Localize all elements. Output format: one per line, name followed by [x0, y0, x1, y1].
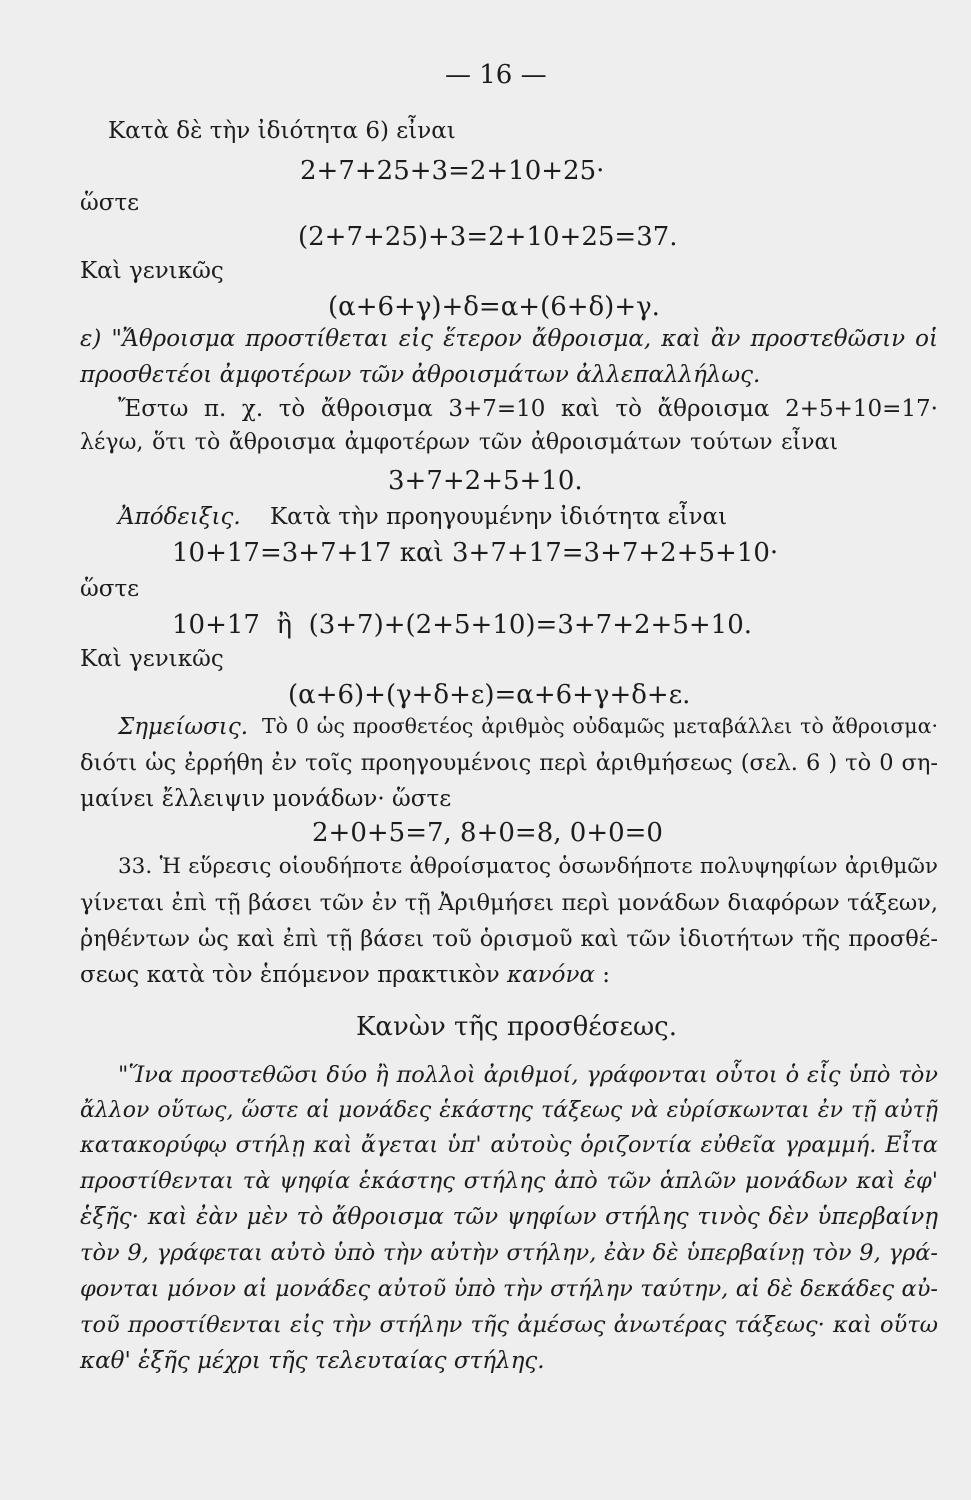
rule-line: ἄλλον οὕτως, ὥστε αἱ μονάδες ἑκάστης τάξεως νὰ εὑρίσκωνται ἐν τῇ αὐτῇ — [80, 1098, 938, 1123]
equation: 2+0+5=7, 8+0=8, 0+0=0 — [312, 818, 663, 848]
rule-line: τοῦ προστίθενται εἰς τὴν στήλην τῆς ἀμέσως ἀνωτέρας τάξεως· καὶ οὕτω — [80, 1312, 938, 1338]
equation: (α+6+γ)+δ=α+(6+δ)+γ. — [328, 292, 660, 322]
paragraph-line: 33. Ἡ εὕρεσις οἱουδήποτε ἀθροίσματος ὁσωνδήποτε πολυψηφίων ἀριθμῶν — [118, 854, 938, 879]
text-line: διότι ὡς ἐρρήθη ἐν τοῖς προηγουμένοις περὶ ἀριθμήσεως (σελ. 6 ) τὸ 0 ση- — [80, 750, 938, 776]
paragraph-line: γίνεται ἐπὶ τῇ βάσει τῶν ἐν τῇ Ἀριθμήσει περὶ μονάδων διαφόρων τάξεων, — [80, 890, 938, 916]
text-span: : — [594, 962, 611, 988]
rule-line: φονται μόνον αἱ μονάδες αὐτοῦ ὑπὸ τὴν στήλην ταύτην, αἱ δὲ δεκάδες αὐ- — [80, 1276, 938, 1302]
equation: 3+7+2+5+10. — [388, 466, 583, 496]
rule-line: κατακορύφῳ στήλῃ καὶ ἄγεται ὑπ' αὐτοὺς ὁριζοντία εὐθεῖα γραμμή. Εἶτα — [80, 1132, 938, 1158]
text-line: Κατὰ δὲ τὴν ἰδιότητα 6) εἶναι — [108, 118, 456, 144]
page-number: — 16 — — [445, 60, 547, 90]
text-line: ὥστε — [80, 576, 140, 602]
text-line: μαίνει ἔλλειψιν μονάδων· ὥστε — [80, 786, 452, 812]
text-line: λέγω, ὅτι τὸ ἄθροισμα ἀμφοτέρων τῶν ἀθροισμάτων τούτων εἶναι — [80, 430, 838, 455]
paragraph-line — [80, 964, 610, 987]
text-line: Τὸ 0 ὡς προσθετέος ἀριθμὸς οὐδαμῶς μεταβάλλει τὸ ἄθροισμα· — [262, 714, 938, 738]
paragraph-line: ῥηθέντων ὡς καὶ ἐπὶ τῇ βάσει τοῦ ὁρισμοῦ καὶ τῶν ἰδιοτήτων τῆς προσθέ- — [80, 926, 938, 952]
rule-line: ἑξῆς· καὶ ἐὰν μὲν τὸ ἄθροισμα τῶν ψηφίων στήλης τινὸς δὲν ὑπερβαίνῃ — [80, 1204, 938, 1230]
rule-word: κανόνα — [507, 962, 595, 988]
rule-line: τὸν 9, γράφεται αὐτὸ ὑπὸ τὴν αὐτὴν στήλην, ἐὰν δὲ ὑπερβαίνῃ τὸν 9, γρά- — [80, 1240, 938, 1266]
rule-line: καθ' ἑξῆς μέχρι τῆς τελευταίας στήλης. — [80, 1348, 545, 1374]
property-statement: προσθετέοι ἀμφοτέρων τῶν ἀθροισμάτων ἀλλεπαλλήλως. — [80, 362, 761, 388]
note-label: Σημείωσις. — [118, 714, 249, 740]
equation: 10+17 ἢ (3+7)+(2+5+10)=3+7+2+5+10. — [172, 610, 752, 640]
rule-line: "Ἵνα προστεθῶσι δύο ἢ πολλοὶ ἀριθμοί, γράφονται οὗτοι ὁ εἷς ὑπὸ τὸν — [118, 1062, 938, 1088]
equation: 10+17=3+7+17 καὶ 3+7+17=3+7+2+5+10· — [172, 538, 779, 568]
text-span: σεως κατὰ τὸν ἑπόμενον πρακτικὸν — [80, 962, 500, 988]
property-statement: ε) "Ἄθροισμα προστίθεται εἰς ἕτερον ἄθροισμα, καὶ ἂν προστεθῶσιν οἱ — [80, 326, 938, 352]
text-line: Καὶ γενικῶς — [80, 646, 224, 672]
text-line: Ἔστω π. χ. τὸ ἄθροισμα 3+7=10 καὶ τὸ ἄθροισμα 2+5+10=17· — [118, 396, 938, 422]
text-line: Καὶ γενικῶς — [80, 258, 224, 284]
equation: 2+7+25+3=2+10+25· — [300, 156, 605, 186]
proof-label: Ἀπόδειξις. — [118, 504, 241, 530]
rule-line: προστίθενται τὰ ψηφία ἑκάστης στήλης ἀπὸ τῶν ἁπλῶν μονάδων καὶ ἐφ' — [80, 1168, 938, 1194]
equation: (2+7+25)+3=2+10+25=37. — [298, 222, 678, 252]
text-line: ὥστε — [80, 190, 140, 216]
text-line: Κατὰ τὴν προηγουμένην ἰδιότητα εἶναι — [270, 504, 728, 530]
section-heading: Κανὼν τῆς προσθέσεως. — [356, 1012, 677, 1042]
equation: (α+6)+(γ+δ+ε)=α+6+γ+δ+ε. — [288, 680, 691, 710]
